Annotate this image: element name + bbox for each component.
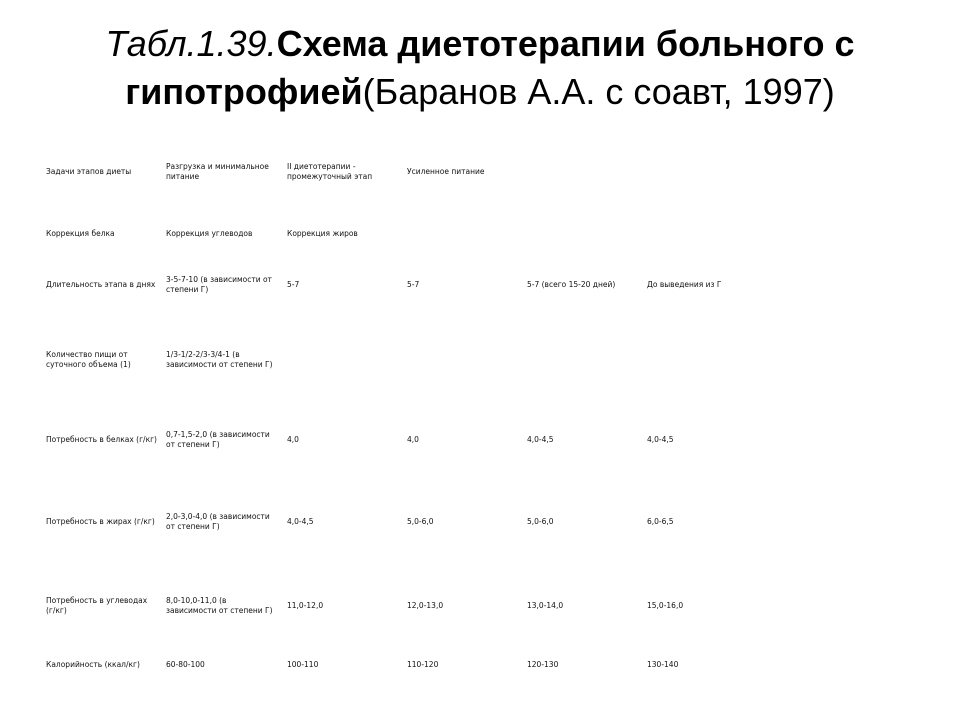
page-title xyxy=(20,20,940,116)
title-citation: (Баранов А.А. с соавт, 1997) xyxy=(362,71,835,112)
table-cell-r4-c5: 4,0-4,5 xyxy=(647,434,674,444)
table-cell-r5-c1: 2,0-3,0-4,0 (в зависимости от степени Г) xyxy=(166,511,270,531)
table-cell-r0-c3: Усиленное питание xyxy=(407,166,485,176)
table-cell-r6-c2: 11,0-12,0 xyxy=(287,600,324,610)
table-cell-r4-c2: 4,0 xyxy=(287,434,299,444)
table-cell-r4-c0: Потребность в белках (г/кг) xyxy=(46,434,157,444)
title-main: Схема диетотерапии больного с гипотрофией xyxy=(125,23,855,112)
table-cell-r6-c5: 15,0-16,0 xyxy=(647,600,684,610)
table-cell-r7-c1: 60-80-100 xyxy=(166,659,205,669)
table-cell-r4-c1: 0,7-1,5-2,0 (в зависимости от степени Г) xyxy=(166,429,270,449)
table-cell-r5-c3: 5,0-6,0 xyxy=(407,516,434,526)
table-cell-r6-c4: 13,0-14,0 xyxy=(527,600,564,610)
table-cell-r3-c1: 1/3-1/2-2/3-3/4-1 (в зависимости от степени Г) xyxy=(166,349,273,369)
table-cell-r2-c1: 3-5-7-10 (в зависимости от степени Г) xyxy=(166,274,272,294)
table-cell-r5-c5: 6,0-6,5 xyxy=(647,516,674,526)
table-cell-r0-c2: II диетотерапии - промежуточный этап xyxy=(287,161,373,181)
table-cell-r6-c0: Потребность в углеводах (г/кг) xyxy=(46,595,148,615)
table-cell-r2-c3: 5-7 xyxy=(407,279,420,289)
table-cell-r2-c2: 5-7 xyxy=(287,279,300,289)
table-cell-r3-c0: Количество пищи от суточного объема (1) xyxy=(46,349,131,369)
title-prefix: Табл.1.39. xyxy=(105,23,277,64)
table-cell-r1-c1: Коррекция углеводов xyxy=(166,228,253,238)
table-cell-r2-c4: 5-7 (всего 15-20 дней) xyxy=(527,279,616,289)
table-cell-r1-c2: Коррекция жиров xyxy=(287,228,358,238)
table-cell-r7-c2: 100-110 xyxy=(287,659,319,669)
table-cell-r2-c0: Длительность этапа в днях xyxy=(46,279,156,289)
table-cell-r6-c1: 8,0-10,0-11,0 (в зависимости от степени Г) xyxy=(166,595,273,615)
table-cell-r4-c4: 4,0-4,5 xyxy=(527,434,554,444)
table-cell-r7-c3: 110-120 xyxy=(407,659,439,669)
table-cell-r7-c5: 130-140 xyxy=(647,659,679,669)
table-cell-r4-c3: 4,0 xyxy=(407,434,419,444)
table-cell-r5-c0: Потребность в жирах (г/кг) xyxy=(46,516,155,526)
table-cell-r5-c2: 4,0-4,5 xyxy=(287,516,314,526)
table-cell-r0-c1: Разгрузка и минимальное питание xyxy=(166,161,269,181)
table-cell-r7-c4: 120-130 xyxy=(527,659,559,669)
table-cell-r0-c0: Задачи этапов диеты xyxy=(46,166,132,176)
table-cell-r5-c4: 5,0-6,0 xyxy=(527,516,554,526)
table-cell-r1-c0: Коррекция белка xyxy=(46,228,115,238)
table-cell-r6-c3: 12,0-13,0 xyxy=(407,600,444,610)
table-cell-r2-c5: До выведения из Г xyxy=(647,279,722,289)
table-cell-r7-c0: Калорийность (ккал/кг) xyxy=(46,659,140,669)
